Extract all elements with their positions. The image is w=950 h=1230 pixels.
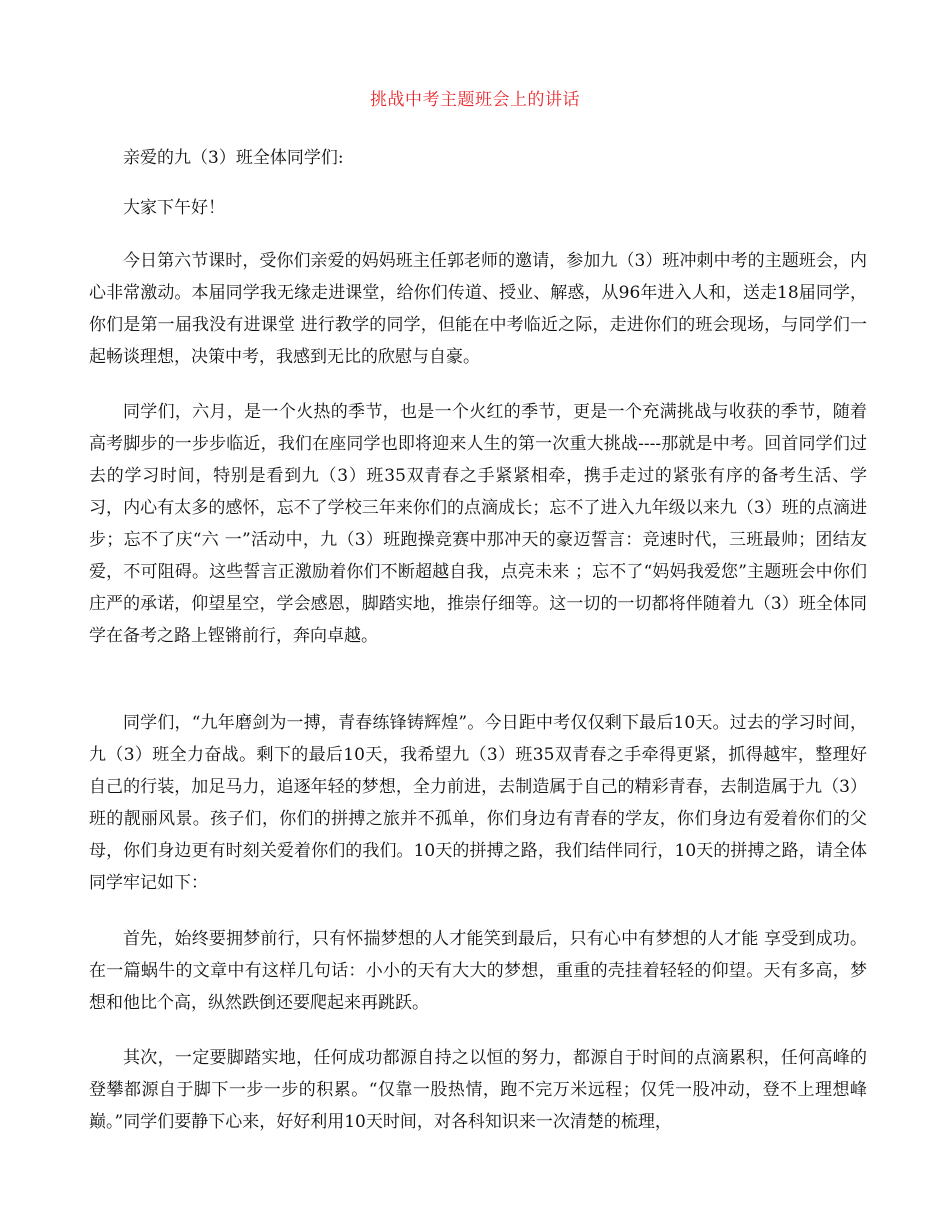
paragraph-1: 今日第六节课时，受你们亲爱的妈妈班主任郭老师的邀请，参加九（3）班冲刺中考的主题班会，内心非常激动。本届同学我无缘走进课堂，给你们传道、授业、解惑，从96年进入人和，送走18届同学，你们是第一届我没有进课堂 进行教学的同学，但能在中考临近之际，走进你们的班会现场，与同学们一起畅谈理想，决策中考，我感到无比的欣慰与自豪。 [89,251,867,367]
salutation: 亲爱的九（3）班全体同学们: [123,148,344,168]
paragraph-5: 其次，一定要脚踏实地，任何成功都源自持之以恒的努力，都源自于时间的点滴累积，任何高峰的登攀都源自于脚下一步一步的积累。“仅靠一股热情，跑不完万米远程；仅凭一股冲动，登不上理想峰巅。”同学们要静下心来，好好利用10天时间，对各科知识来一次清楚的梳理， [89,1048,867,1132]
paragraph-2: 同学们，六月，是一个火热的季节，也是一个火红的季节，更是一个充满挑战与收获的季节，随着高考脚步的一步步临近，我们在座同学也即将迎来人生的第一次重大挑战----那就是中考。回首同学们过去的学习时间，特别是看到九（3）班35双青春之手紧紧相牵，携手走过的紧张有序的备考生活、学习，内心有太多的感怀，忘不了学校三年来你们的点滴成长；忘不了进入九年级以来九（3）班的点滴进步；忘不了庆“六 一”活动中，九（3）班跑操竞赛中那冲天的豪迈誓言：竞速时代，三班最帅；团结友爱，不可阻碍。这些誓言正激励着你们不断超越自我，点亮未来 ；忘不了“妈妈我爱您”主题班会中你们庄严的承诺，仰望星空，学会感恩，脚踏实地，推崇仔细等。这一切的一切都将伴随着九（3）班全体同学在备考之路上铿锵前行，奔向卓越。 [89,402,867,646]
document-title: 挑战中考主题班会上的讲话 [370,90,580,110]
greeting: 大家下午好！ [123,198,225,218]
paragraph-4: 首先，始终要拥梦前行，只有怀揣梦想的人才能笑到最后，只有心中有梦想的人才能 享受到成功。在一篇蜗牛的文章中有这样几句话：小小的天有大大的梦想，重重的壳挂着轻轻的仰望。天有多高，梦想和他比个高，纵然跌倒还要爬起来再跳跃。 [89,929,867,1013]
paragraph-3: 同学们，“九年磨剑为一搏，青春练锋铸辉煌”。今日距中考仅仅剩下最后10天。过去的学习时间，九（3）班全力奋战。剩下的最后10天，我希望九（3）班35双青春之手牵得更紧，抓得越牢，整理好自己的行装，加足马力，追逐年轻的梦想，全力前进，去制造属于自己的精彩青春，去制造属于九（3）班的靓丽风景。孩子们，你们的拼搏之旅并不孤单，你们身边有青春的学友，你们身边有爱着你们的父母，你们身边更有时刻关爱着你们的我们。10天的拼搏之路，我们结伴同行，10天的拼搏之路，请全体同学牢记如下： [89,713,867,893]
